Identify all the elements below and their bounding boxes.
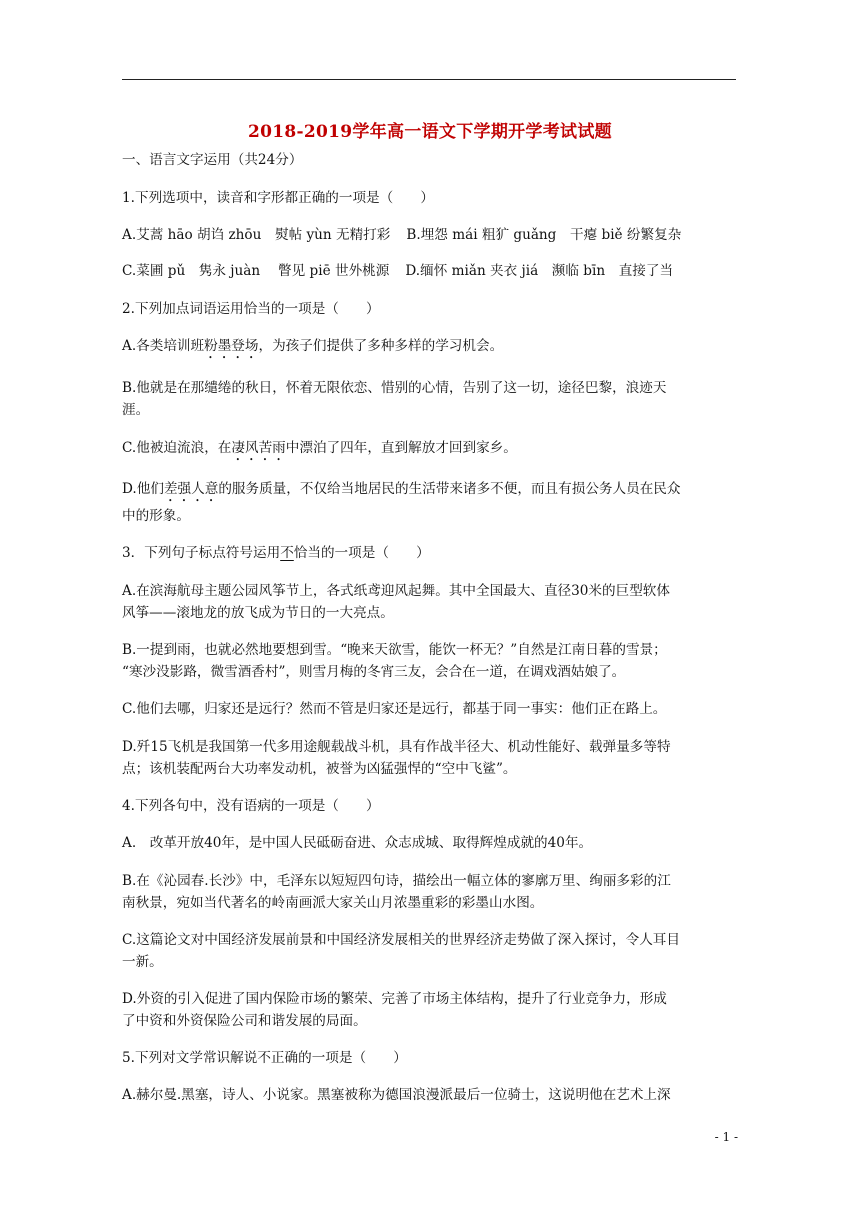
q2-a-text: A.各类培训班 [122, 338, 205, 354]
q3-stem-underlined: 不 [280, 545, 294, 561]
q3-stem-text: 3．下列句子标点符号运用 [122, 545, 281, 561]
q3-option-b-line2: “寒沙没影路，微雪酒香村”，则雪月梅的冬宵三友，会合在一道，在调戏酒姑娘了。 [122, 664, 626, 680]
q3-option-d-line1: D.歼15飞机是我国第一代多用途舰载战斗机，具有作战半径大、机动性能好、载弹量多等特 [122, 739, 671, 755]
q2-option-d-line2: 中的形象。 [122, 508, 190, 524]
q2-d-text: D.他们 [122, 481, 164, 497]
page-title: 2018-2019学年高一语文下学期开学考试试题 [248, 122, 612, 142]
q4-option-a: A. 改革开放40年，是中国人民砥砺奋进、众志成城、取得辉煌成就的40年。 [122, 835, 593, 851]
q1-option-b: B.埋怨 mái 粗犷 guǎng 干瘪 biě 纷繁复杂 [406, 227, 682, 243]
q2-d-emphasis: 差强人意 [163, 481, 219, 497]
q3-option-b-line1: B.一提到雨，也就必然地要想到雪。“晚来天欲雪，能饮一杯无？”自然是江南日暮的雪景； [122, 642, 667, 658]
q4-option-c-line1: C.这篇论文对中国经济发展前景和中国经济发展相关的世界经济走势做了深入探讨，令人耳目 [122, 932, 680, 948]
q5-option-a-line1: A.赫尔曼.黑塞，诗人、小说家。黑塞被称为德国浪漫派最后一位骑士，这说明他在艺术上深 [122, 1087, 671, 1103]
q3-option-d-line2: 点；该机装配两台大功率发动机，被誉为凶猛强悍的“空中飞鲨”。 [122, 761, 517, 777]
q2-option-b-line2: 涯。 [122, 402, 150, 418]
q1-option-c: C.菜圃 pǔ 隽永 juàn 瞥见 piē 世外桃源 [122, 263, 390, 279]
section-heading: 一、语言文字运用（共24分） [122, 152, 303, 168]
q2-c-emphasis: 凄风苦雨 [231, 440, 286, 456]
q1-options-cd [122, 262, 742, 280]
header-rule [122, 79, 736, 80]
q2-option-c [122, 439, 742, 464]
q4-option-b-line1: B.在《沁园春.长沙》中，毛泽东以短短四句诗，描绘出一幅立体的寥廓万里、绚丽多彩的江 [122, 873, 671, 889]
q1-stem: 1.下列选项中，读音和字形都正确的一项是（ ） [122, 190, 435, 206]
q2-d-text-end: 的服务质量，不仅给当地居民的生活带来诸多不便，而且有损公务人员在民众 [218, 481, 681, 497]
q2-a-text-end: ，为孩子们提供了多种多样的学习机会。 [258, 338, 504, 354]
q4-stem: 4.下列各句中，没有语病的一项是（ ） [122, 798, 380, 814]
q3-option-a-line1: A.在滨海航母主题公园风筝节上，各式纸鸢迎风起舞。其中全国最大、直径30米的巨型软体 [122, 583, 670, 599]
q4-option-c-line2: 一新。 [122, 954, 163, 970]
q2-option-b-line1: B.他就是在那缱绻的秋日，怀着无限依恋、惜别的心情，告别了这一切，途径巴黎，浪迹天 [122, 380, 667, 396]
q3-stem-text-end: 恰当的一项是（ ） [293, 545, 430, 561]
q2-option-a [122, 337, 742, 362]
q4-option-d-line1: D.外资的引入促进了国内保险市场的繁荣、完善了市场主体结构，提升了行业竞争力，形成 [122, 991, 667, 1007]
q4-option-b-line2: 南秋景，宛如当代著名的岭南画派大家关山月浓墨重彩的彩墨山水图。 [122, 895, 544, 911]
page-number: - 1 - [714, 1130, 738, 1144]
q1-option-d: D.缅怀 miǎn 夹衣 jiá 濒临 bīn 直接了当 [405, 263, 674, 279]
q2-stem: 2.下列加点词语运用恰当的一项是（ ） [122, 301, 380, 317]
q5-stem: 5.下列对文学常识解说不正确的一项是（ ） [122, 1050, 407, 1066]
q2-c-text: C.他被迫流浪，在 [122, 440, 232, 456]
q3-stem [122, 544, 742, 562]
q3-option-c: C.他们去哪，归家还是远行？然而不管是归家还是远行，都基于同一事实：他们正在路上。 [122, 701, 667, 717]
q1-option-a: A.艾蒿 hāo 胡诌 zhōu 熨帖 yùn 无精打彩 [122, 227, 391, 243]
q2-c-text-end: 中漂泊了四年，直到解放才回到家乡。 [285, 440, 517, 456]
q3-option-a-line2: 风筝——滚地龙的放飞成为节日的一大亮点。 [122, 605, 394, 621]
q2-a-emphasis: 粉墨登场 [204, 338, 259, 354]
q2-option-d-line1 [122, 480, 742, 505]
q1-options-ab [122, 226, 742, 244]
q4-option-d-line2: 了中资和外资保险公司和谐发展的局面。 [122, 1013, 367, 1029]
